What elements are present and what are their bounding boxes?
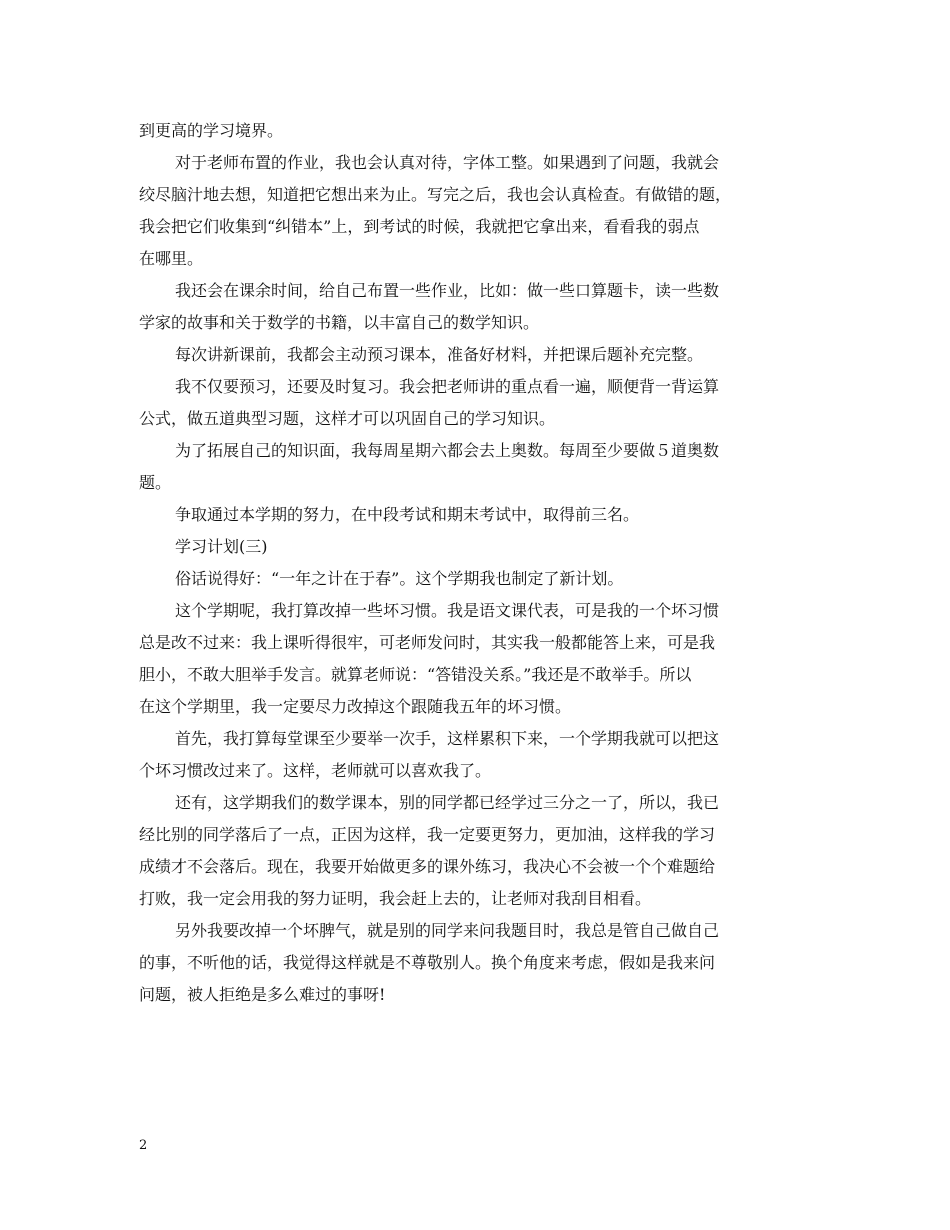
text-line: 经比别的同学落后了一点，正因为这样，我一定要更努力，更加油，这样我的学习 <box>139 825 716 844</box>
text-line: 首先，我打算每堂课至少要举一次手，这样累积下来，一个学期我就可以把这 <box>175 729 720 748</box>
text-line: 对于老师布置的作业，我也会认真对待，字体工整。如果遇到了问题，我就会 <box>175 153 720 172</box>
text-line: 为了拓展自己的知识面，我每周星期六都会去上奥数。每周至少要做５道奥数 <box>175 441 720 460</box>
page-number: 2 <box>139 1138 148 1153</box>
text-line: 总是改不过来：我上课听得很牢，可老师发问时，其实我一般都能答上来，可是我 <box>139 633 716 652</box>
text-line: 学家的故事和关于数学的书籍，以丰富自己的数学知识。 <box>139 313 540 332</box>
text-line: 个坏习惯改过来了。这样，老师就可以喜欢我了。 <box>139 761 492 780</box>
document-body <box>139 115 819 1011</box>
text-line: 争取通过本学期的努力，在中段考试和期末考试中，取得前三名。 <box>175 505 640 524</box>
text-line: 公式，做五道典型习题，这样才可以巩固自己的学习知识。 <box>139 409 556 428</box>
text-line: 绞尽脑汁地去想，知道把它想出来为止。写完之后，我也会认真检查。有做错的题， <box>139 185 732 204</box>
text-line: 题。 <box>139 473 172 492</box>
text-line: 在哪里。 <box>139 249 204 268</box>
text-line: 俗话说得好：“一年之计在于春”。这个学期我也制定了新计划。 <box>175 569 624 588</box>
text-line: 每次讲新课前，我都会主动预习课本，准备好材料，并把课后题补充完整。 <box>175 345 704 364</box>
text-line: 问题，被人拒绝是多么难过的事呀! <box>139 985 386 1004</box>
text-line: 我还会在课余时间，给自己布置一些作业，比如：做一些口算题卡，读一些数 <box>175 281 720 300</box>
text-line: 打败，我一定会用我的努力证明，我会赶上去的，让老师对我刮目相看。 <box>139 889 652 908</box>
text-line: 另外我要改掉一个坏脾气，就是别的同学来问我题目时，我总是管自己做自己 <box>175 921 720 940</box>
text-line: 到更高的学习境界。 <box>139 121 284 140</box>
text-line: 这个学期呢，我打算改掉一些坏习惯。我是语文课代表，可是我的一个坏习惯 <box>175 601 720 620</box>
text-line: 还有，这学期我们的数学课本，别的同学都已经学过三分之一了，所以，我已 <box>175 793 720 812</box>
text-line: 胆小，不敢大胆举手发言。就算老师说：“答错没关系。”我还是不敢举手。所以 <box>139 665 692 684</box>
text-line: 我会把它们收集到“纠错本”上，到考试的时候，我就把它拿出来，看看我的弱点 <box>139 217 700 236</box>
text-line: 学习计划(三) <box>175 537 268 556</box>
text-line: 的事，不听他的话，我觉得这样就是不尊敬别人。换个角度来考虑，假如是我来问 <box>139 953 716 972</box>
text-line: 成绩才不会落后。现在，我要开始做更多的课外练习，我决心不会被一个个难题给 <box>139 857 716 876</box>
text-line: 我不仅要预习，还要及时复习。我会把老师讲的重点看一遍，顺便背一背运算 <box>175 377 720 396</box>
text-line: 在这个学期里，我一定要尽力改掉这个跟随我五年的坏习惯。 <box>139 697 572 716</box>
